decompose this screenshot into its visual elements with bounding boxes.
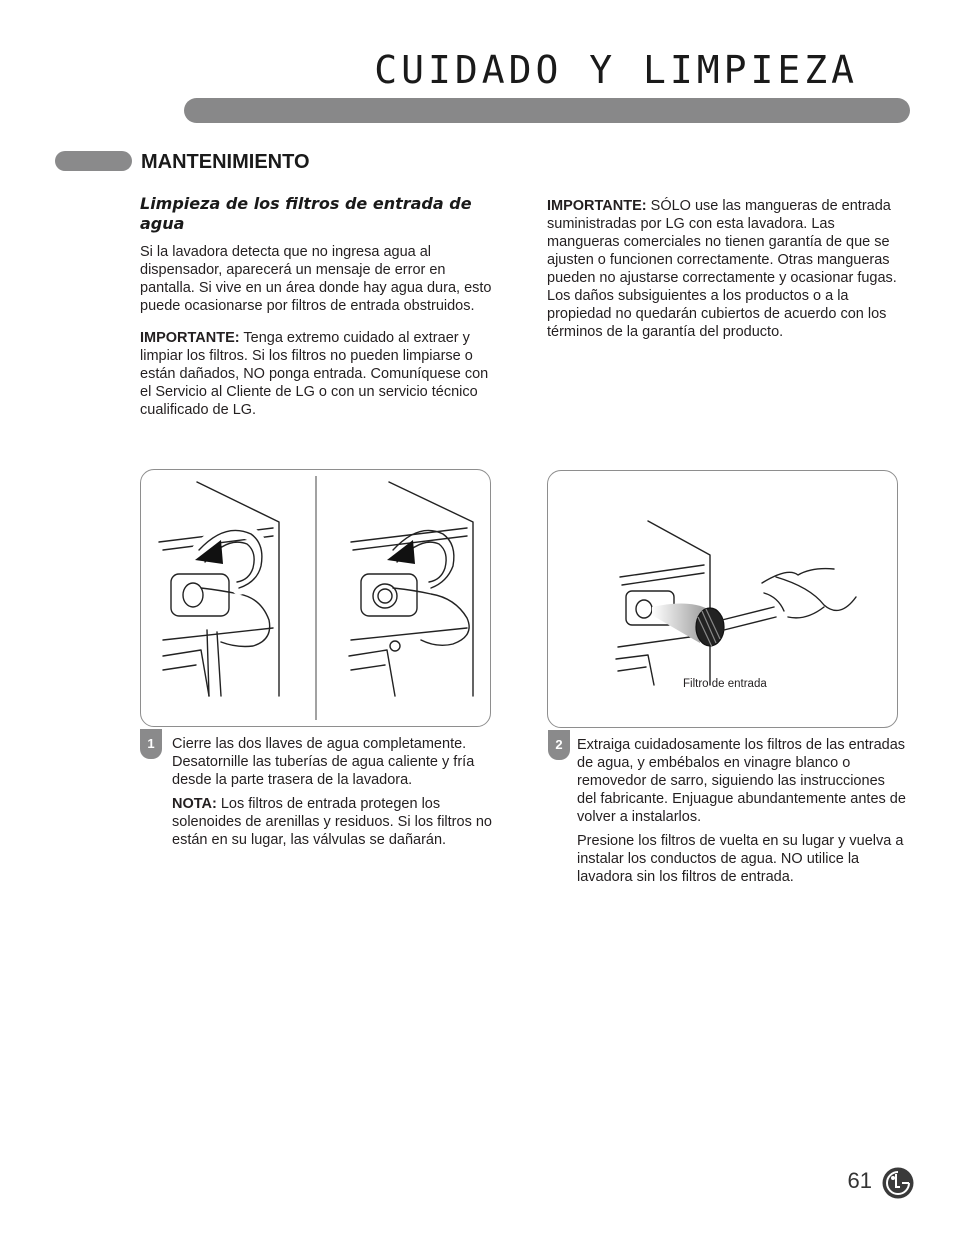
header-bar — [184, 98, 910, 123]
important-text: Tenga extremo cuidado al extraer y limpiar los filtros. Si los filtros no pueden limpiarse o están dañados, NO ponga entrada. Comuníquese con el Servicio al Cliente de LG o con un servicio técnico cualificado de LG. — [140, 330, 489, 418]
washer-faucet-illustration — [141, 470, 489, 725]
step1-instruction: Cierre las dos llaves de agua completamente. Desatornille las tuberías de agua caliente y fría desde la parte trasera de la lavadora. — [172, 736, 475, 788]
intro-paragraph: Si la lavadora detecta que no ingresa agua al dispensador, aparecerá un mensaje de error en pantalla. Si vive en un área donde hay agua dura, esto puede ocasionarse por filtros de entrada obstruidos. — [140, 244, 492, 314]
important-paragraph-right — [547, 197, 907, 341]
step2-instruction-2: Presione los filtros de vuelta en su lugar y vuelva a instalar los conductos de agua. NO utilice la lavadora sin los filtros de entrada. — [577, 833, 904, 885]
step1-note — [172, 795, 497, 849]
important-label: IMPORTANTE: — [547, 198, 647, 214]
lg-logo-icon — [882, 1167, 914, 1199]
subsection-heading: Limpieza de los filtros de entrada de agua — [140, 194, 472, 233]
important-text-block-right — [547, 197, 907, 341]
step1-number-tab: 1 — [140, 729, 162, 759]
intro-text-block — [140, 243, 495, 419]
important-paragraph-left — [140, 329, 495, 419]
page-number: 61 — [847, 1168, 872, 1193]
step2-instruction: Extraiga cuidadosamente los filtros de las entradas de agua, y embébalos en vinagre blanco o removedor de sarro, siguiendo las instrucciones del fabricante. Enjuague abundantemente antes de volver a instalarlos. — [577, 737, 906, 825]
step2-text-block — [577, 736, 907, 886]
note-label: NOTA: — [172, 796, 217, 812]
important-text: SÓLO use las mangueras de entrada suministradas por LG con esta lavadora. Las mangueras comerciales no tienen garantía de que se ajusten o funcionen correctamente. Otras mangueras pueden no ajustarse correctamente y ocasionar fugas. Los daños subsiguientes a los productos o a la propiedad no quedarán cubiertos de acuerdo con los términos de la garantía del producto. — [547, 198, 897, 340]
step1-text-block — [172, 735, 497, 849]
note-text: Los filtros de entrada protegen los solenoides de arenillas y residuos. Si los filtros no están en su lugar, las válvulas se dañarán. — [172, 796, 492, 848]
step1-illustration-panel — [140, 469, 491, 727]
page-header-title: CUIDADO Y LIMPIEZA — [374, 48, 858, 92]
step2-illustration-panel — [547, 470, 898, 728]
step2-number-tab: 2 — [548, 730, 570, 760]
filter-caption: Filtro de entrada — [683, 678, 767, 690]
section-marker — [55, 151, 132, 171]
important-label: IMPORTANTE: — [140, 330, 240, 346]
section-title: MANTENIMIENTO — [141, 151, 310, 173]
